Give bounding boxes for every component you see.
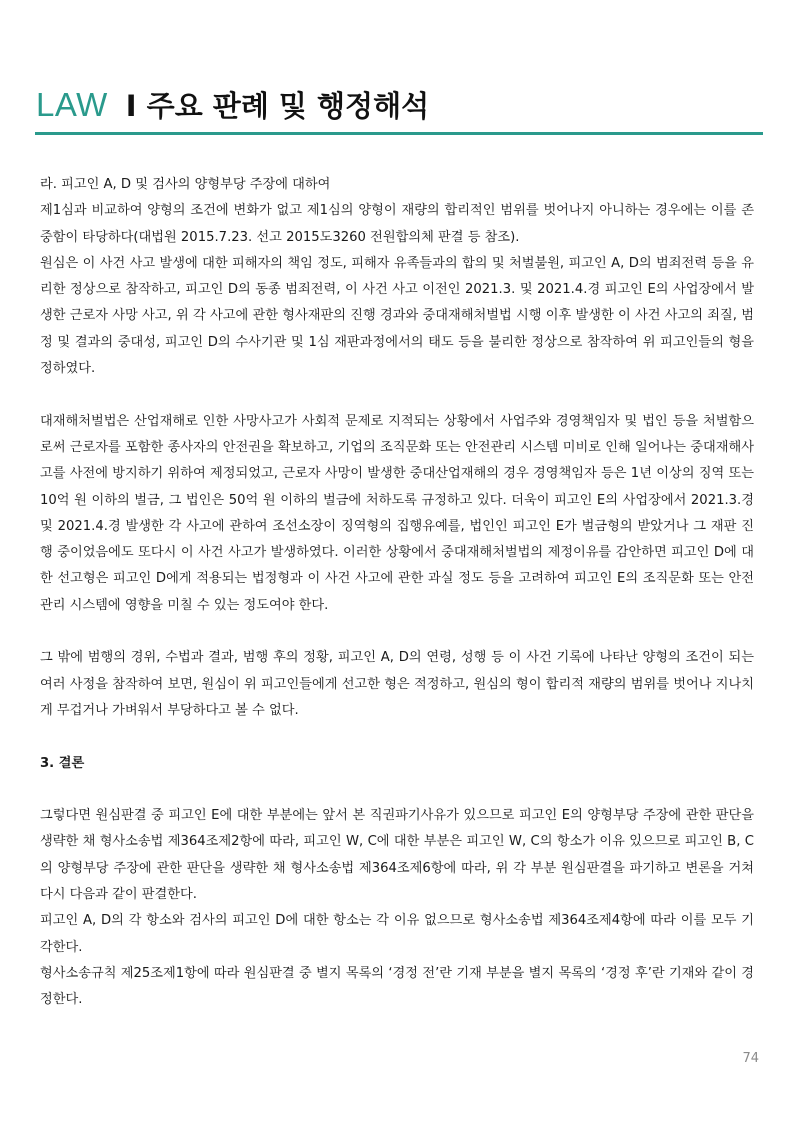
page-number: 74 [742, 1051, 759, 1066]
paragraph: 형사소송규칙 제25조제1항에 따라 원심판결 중 별지 목록의 ‘경정 전’란 기재 부분을 별지 목록의 ‘경정 후’란 기재와 같이 경정한다. [40, 965, 754, 1008]
paragraph: 피고인 A, D의 각 항소와 검사의 피고인 D에 대한 항소는 각 이유 없으므로 형사소송법 제364조제4항에 따라 이를 모두 기각한다. [40, 913, 754, 955]
law-label: LAW [36, 86, 108, 123]
paragraph-spacer [40, 619, 754, 645]
paragraph: 원심은 이 사건 사고 발생에 대한 피해자의 책임 정도, 피해자 유족들과의 합의 및 처벌불원, 피고인 A, D의 범죄전력 등을 유리한 정상으로 참작하고, 피고인 D의 동종 범죄전력, 이 사건 사고 이전인 2021.3. 및 2021.4.경 피고인 E의 사업장에서 발생한 근로자 사망 사고, 위 각 사고에 관한 형사재판의 진행 경과와 중대재해처벌법 시행 이후 발생한 이 사건 사고의 죄질, 범정 및 결과의 중대성, 피고인 D의 수사기관 및 1심 재판과정에서의 태도 등을 불리한 정상으로 참작하여 위 피고인들의 형을 정하였다. [40, 255, 754, 377]
header-divider [35, 132, 763, 135]
paragraph: 그렇다면 원심판결 중 피고인 E에 대한 부분에는 앞서 본 직권파기사유가 있으므로 피고인 E의 양형부당 주장에 관한 판단을 생략한 채 형사소송법 제364조제2항에 따라, 피고인 W, C에 대한 부분은 피고인 W, C의 항소가 이유 있으므로 피고인 B, C의 양형부당 주장에 관한 판단을 생략한 채 형사소송법 제364조제6항에 따라, 위 각 부분 원심판결을 파기하고 변론을 거쳐 다시 다음과 같이 판결한다. [40, 808, 754, 903]
paragraph-spacer [40, 777, 754, 803]
document-body [40, 172, 754, 1014]
paragraph: 대재해처벌법은 산업재해로 인한 사망사고가 사회적 문제로 지적되는 상황에서 사업주와 경영책임자 및 법인 등을 처벌함으로써 근로자를 포함한 종사자의 안전권을 확보하고, 기업의 조직문화 또는 안전관리 시스템 미비로 인해 일어나는 중대재해사고를 사전에 방지하기 위하여 제정되었고, 근로자 사망이 발생한 중대산업재해의 경우 경영책임자 등은 1년 이상의 징역 또는 10억 원 이하의 벌금, 그 법인은 50억 원 이하의 벌금에 처하도록 규정하고 있다. 더욱이 피고인 E의 사업장에서 2021.3.경 및 2021.4.경 발생한 각 사고에 관하여 조선소장이 징역형의 집행유예를, 법인인 피고인 E가 벌금형의 받았거나 그 재판 진행 중이었음에도 또다시 이 사건 사고가 발생하였다. 이러한 상황에서 중대재해처벌법의 제정이유를 감안하면 피고인 D에 대한 선고형은 피고인 D에게 적용되는 법정형과 이 사건 사고에 관한 과실 정도 등을 고려하여 피고인 E의 조직문화 또는 안전관리 시스템에 영향을 미칠 수 있는 정도여야 한다. [40, 413, 754, 613]
paragraph-spacer [40, 382, 754, 408]
page-header [36, 84, 429, 130]
paragraph: 그 밖에 범행의 경위, 수법과 결과, 범행 후의 정황, 피고인 A, D의 연령, 성행 등 이 사건 기록에 나타난 양형의 조건이 되는 여러 사정을 참작하여 보면, 원심이 위 피고인들에게 선고한 형은 적정하고, 원심의 형이 합리적 재량의 범위를 벗어나 지나치게 무겁거나 가벼워서 부당하다고 볼 수 없다. [40, 650, 754, 718]
subsection-heading: 라. 피고인 A, D 및 검사의 양형부당 주장에 대하여 [40, 177, 331, 192]
section-title: I 주요 판례 및 행정해석 [125, 89, 430, 123]
conclusion-heading: 3. 결론 [40, 755, 85, 771]
paragraph: 제1심과 비교하여 양형의 조건에 변화가 없고 제1심의 양형이 재량의 합리적인 범위를 벗어나지 아니하는 경우에는 이를 존중함이 타당하다(대법원 2015.7.23. 선고 2015도3260 전원합의체 판결 등 참조). [40, 203, 754, 245]
paragraph-spacer [40, 724, 754, 750]
